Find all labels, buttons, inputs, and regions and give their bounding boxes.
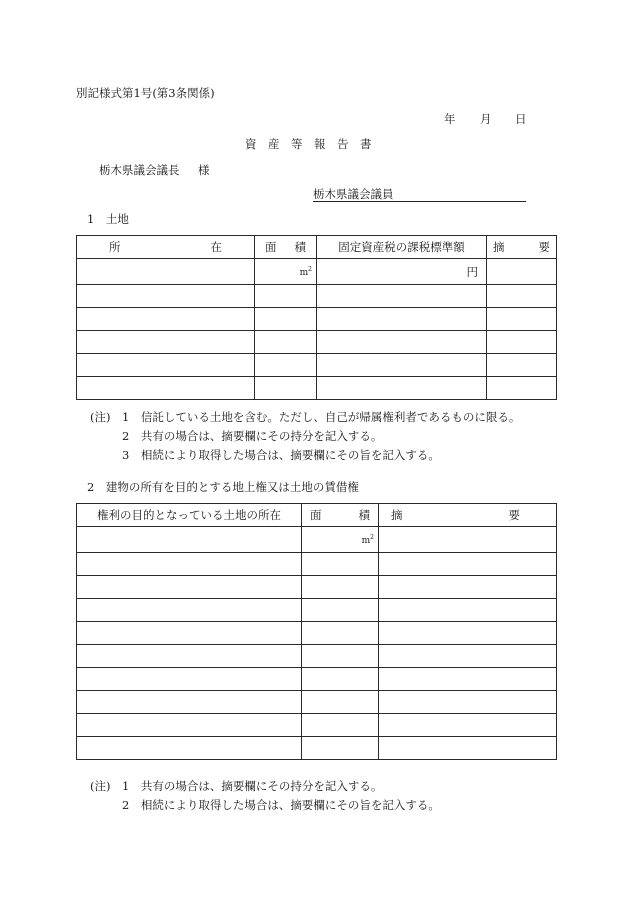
section2-heading: 2 建物の所有を目的とする地上権又は土地の賃借権 — [87, 480, 359, 494]
table-row — [77, 259, 557, 285]
section1-notes-label: (注) — [90, 410, 111, 424]
area-cell[interactable] — [255, 285, 317, 308]
location-cell[interactable] — [77, 259, 255, 285]
table-row — [77, 737, 557, 760]
date-year: 年 — [444, 112, 456, 126]
location-cell[interactable] — [77, 599, 302, 622]
table-row — [77, 527, 557, 553]
assessed-value-cell[interactable] — [317, 285, 487, 308]
date-day: 日 — [515, 112, 527, 126]
area-cell[interactable] — [255, 259, 317, 285]
remarks-cell[interactable] — [487, 285, 557, 308]
location-cell[interactable] — [77, 645, 302, 668]
section2-note-1: 1 共有の場合は、摘要欄にその持分を記入する。 — [122, 779, 383, 793]
section1-note-1: 1 信託している土地を含む。ただし、自己が帰属権利者であるものに限る。 — [122, 410, 521, 424]
area-cell[interactable] — [302, 691, 379, 714]
area-cell[interactable] — [302, 668, 379, 691]
table-row — [77, 308, 557, 331]
location-cell[interactable] — [77, 576, 302, 599]
table-row — [77, 377, 557, 400]
remarks-cell[interactable] — [379, 714, 557, 737]
location-cell[interactable] — [77, 308, 255, 331]
table-row — [77, 645, 557, 668]
location-cell[interactable] — [77, 527, 302, 553]
document-title: 資 産 等 報 告 書 — [245, 137, 372, 151]
land-table-header — [77, 236, 557, 259]
remarks-cell[interactable] — [487, 259, 557, 285]
section1-heading: 1 土地 — [87, 212, 129, 226]
submitter-line — [313, 187, 526, 202]
location-cell[interactable] — [77, 377, 255, 400]
location-cell[interactable] — [77, 354, 255, 377]
table-row — [77, 576, 557, 599]
location-cell[interactable] — [77, 553, 302, 576]
remarks-cell[interactable] — [487, 308, 557, 331]
form-label: 別記様式第1号(第3条関係) — [76, 86, 215, 100]
addressee-honorific: 様 — [198, 163, 210, 177]
table-row — [77, 599, 557, 622]
header-remarks: 摘 要 — [487, 236, 557, 259]
area-unit: $m^2$ — [299, 266, 312, 278]
remarks-cell[interactable] — [379, 737, 557, 760]
assessed-value-cell[interactable] — [317, 308, 487, 331]
leasehold-table — [76, 503, 557, 760]
area-cell[interactable] — [255, 377, 317, 400]
location-cell[interactable] — [77, 331, 255, 354]
location-cell[interactable] — [77, 714, 302, 737]
remarks-cell[interactable] — [379, 668, 557, 691]
header-area: 面 積 — [302, 504, 379, 527]
location-cell[interactable] — [77, 622, 302, 645]
section1-note-3: 3 相続により取得した場合は、摘要欄にその旨を記入する。 — [122, 448, 440, 462]
location-cell[interactable] — [77, 691, 302, 714]
area-cell[interactable] — [302, 576, 379, 599]
area-cell[interactable] — [302, 622, 379, 645]
area-cell[interactable] — [255, 331, 317, 354]
area-cell[interactable] — [255, 308, 317, 331]
addressee-name: 栃木県議会議長 — [99, 163, 180, 177]
submitter-name: 栃木県議会議員 — [313, 187, 394, 201]
area-cell[interactable] — [302, 553, 379, 576]
area-cell[interactable] — [255, 354, 317, 377]
header-remarks: 摘 要 — [379, 504, 557, 527]
table-row — [77, 668, 557, 691]
section2-notes-label: (注) — [90, 779, 111, 793]
assessed-value-cell[interactable] — [317, 354, 487, 377]
remarks-cell[interactable] — [487, 377, 557, 400]
table-row — [77, 691, 557, 714]
header-land-location: 権利の目的となっている土地の所在 — [77, 504, 302, 527]
area-unit: $m^2$ — [361, 534, 374, 546]
location-cell[interactable] — [77, 737, 302, 760]
area-cell[interactable] — [302, 714, 379, 737]
area-cell[interactable] — [302, 599, 379, 622]
remarks-cell[interactable] — [487, 331, 557, 354]
leasehold-table-header — [77, 504, 557, 527]
remarks-cell[interactable] — [379, 691, 557, 714]
location-cell[interactable] — [77, 285, 255, 308]
table-row — [77, 285, 557, 308]
location-cell[interactable] — [77, 668, 302, 691]
remarks-cell[interactable] — [487, 354, 557, 377]
table-row — [77, 331, 557, 354]
remarks-cell[interactable] — [379, 599, 557, 622]
assessed-value-cell[interactable] — [317, 377, 487, 400]
header-assessed-value: 固定資産税の課税標準額 — [317, 236, 487, 259]
land-table — [76, 235, 557, 400]
table-row — [77, 714, 557, 737]
yen-unit: 円 — [466, 264, 478, 279]
table-row — [77, 354, 557, 377]
remarks-cell[interactable] — [379, 553, 557, 576]
header-location: 所 在 — [77, 236, 255, 259]
remarks-cell[interactable] — [379, 527, 557, 553]
area-cell[interactable] — [302, 737, 379, 760]
table-row — [77, 622, 557, 645]
assessed-value-cell[interactable] — [317, 331, 487, 354]
section1-note-2: 2 共有の場合は、摘要欄にその持分を記入する。 — [122, 429, 383, 443]
header-area: 面 積 — [255, 236, 317, 259]
area-cell[interactable] — [302, 527, 379, 553]
assessed-value-cell[interactable] — [317, 259, 487, 285]
section2-note-2: 2 相続により取得した場合は、摘要欄にその旨を記入する。 — [122, 798, 440, 812]
remarks-cell[interactable] — [379, 622, 557, 645]
remarks-cell[interactable] — [379, 645, 557, 668]
table-row — [77, 553, 557, 576]
area-cell[interactable] — [302, 645, 379, 668]
date-month: 月 — [480, 112, 492, 126]
remarks-cell[interactable] — [379, 576, 557, 599]
